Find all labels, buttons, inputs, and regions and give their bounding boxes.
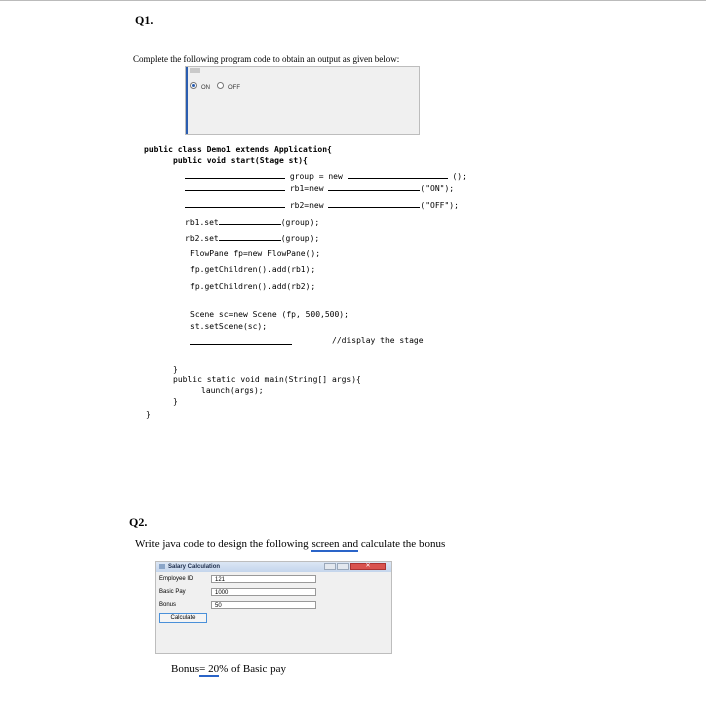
code-text: (group); — [280, 234, 320, 243]
q2-underlined: screen — [311, 538, 340, 550]
basic-pay-label: Basic Pay — [159, 589, 186, 595]
code-text: (group); — [280, 218, 320, 227]
window-edge — [186, 67, 188, 134]
code-main-decl: public static void main(String[] args){ — [173, 375, 361, 384]
employee-id-input[interactable]: 121 — [211, 575, 316, 583]
blank[interactable] — [185, 170, 285, 179]
code-line-rb1-set — [185, 216, 319, 228]
code-class-decl: public class Demo1 extends Application{ — [144, 145, 332, 154]
radio-off[interactable] — [217, 82, 224, 89]
radio-on[interactable] — [190, 82, 197, 89]
employee-id-label: Employee ID — [159, 576, 194, 582]
code-flowpane: FlowPane fp=new FlowPane(); — [190, 249, 321, 258]
code-text: group = new — [289, 172, 343, 181]
code-add-rb2: fp.getChildren().add(rb2); — [190, 282, 316, 291]
salary-window — [155, 561, 392, 654]
q2-text: calculate the bonus — [358, 538, 446, 550]
q2-text: Write java code to design the following — [135, 538, 312, 550]
close-icon: ✕ — [365, 563, 371, 569]
blank[interactable] — [219, 232, 281, 241]
q2-underlined: and — [342, 538, 359, 550]
code-line-rb2-set — [185, 232, 319, 244]
code-setscene: st.setScene(sc); — [190, 322, 268, 331]
q1-instruction: Complete the following program code to obtain an output as given below: — [133, 54, 400, 64]
code-display-comment: //display the stage — [332, 336, 424, 345]
top-border — [0, 0, 706, 1]
radio-on-label: ON — [201, 85, 210, 91]
blank[interactable] — [185, 199, 285, 208]
q2-instruction — [135, 538, 445, 550]
blank[interactable] — [328, 182, 420, 191]
blank[interactable] — [328, 199, 420, 208]
code-close-brace: } — [173, 365, 178, 374]
bonus-input[interactable]: 50 — [211, 601, 316, 609]
code-close-brace: } — [146, 410, 151, 419]
salary-title: Salary Calculation — [168, 564, 221, 570]
blank[interactable] — [348, 170, 448, 179]
q2-label: Q2. — [129, 515, 148, 529]
calculate-button[interactable]: Calculate — [159, 613, 207, 623]
maximize-button[interactable] — [337, 563, 349, 570]
bonus-formula — [171, 663, 286, 675]
code-text: rb1=new — [289, 184, 324, 193]
code-add-rb1: fp.getChildren().add(rb1); — [190, 265, 316, 274]
javafx-window-preview — [185, 66, 420, 135]
blank-display[interactable] — [190, 344, 292, 345]
app-icon — [159, 564, 165, 569]
q1-label: Q1. — [135, 13, 154, 27]
code-text: rb2=new — [289, 201, 324, 210]
window-icon — [190, 68, 200, 73]
minimize-button[interactable] — [324, 563, 336, 570]
code-close-brace: } — [173, 397, 178, 406]
radio-group — [190, 76, 240, 94]
code-text: rb1.set — [185, 218, 219, 227]
bonus-text: % of Basic pay — [219, 663, 286, 675]
blank[interactable] — [185, 182, 285, 191]
blank[interactable] — [219, 216, 281, 225]
code-launch: launch(args); — [201, 386, 264, 395]
bonus-underlined: = 20 — [199, 663, 220, 675]
code-line-group — [185, 170, 467, 182]
bonus-text: Bonus — [171, 663, 200, 675]
code-text: (); — [452, 172, 467, 181]
bonus-label: Bonus — [159, 602, 177, 608]
code-text: rb2.set — [185, 234, 219, 243]
code-line-rb1 — [185, 182, 454, 194]
code-text: ("ON"); — [420, 184, 455, 193]
code-scene: Scene sc=new Scene (fp, 500,500); — [190, 310, 349, 319]
code-start-decl: public void start(Stage st){ — [173, 156, 308, 165]
close-button[interactable] — [350, 563, 386, 570]
radio-off-label: OFF — [228, 85, 240, 91]
basic-pay-input[interactable]: 1000 — [211, 588, 316, 596]
code-text: ("OFF"); — [420, 201, 459, 210]
code-line-rb2 — [185, 199, 459, 211]
